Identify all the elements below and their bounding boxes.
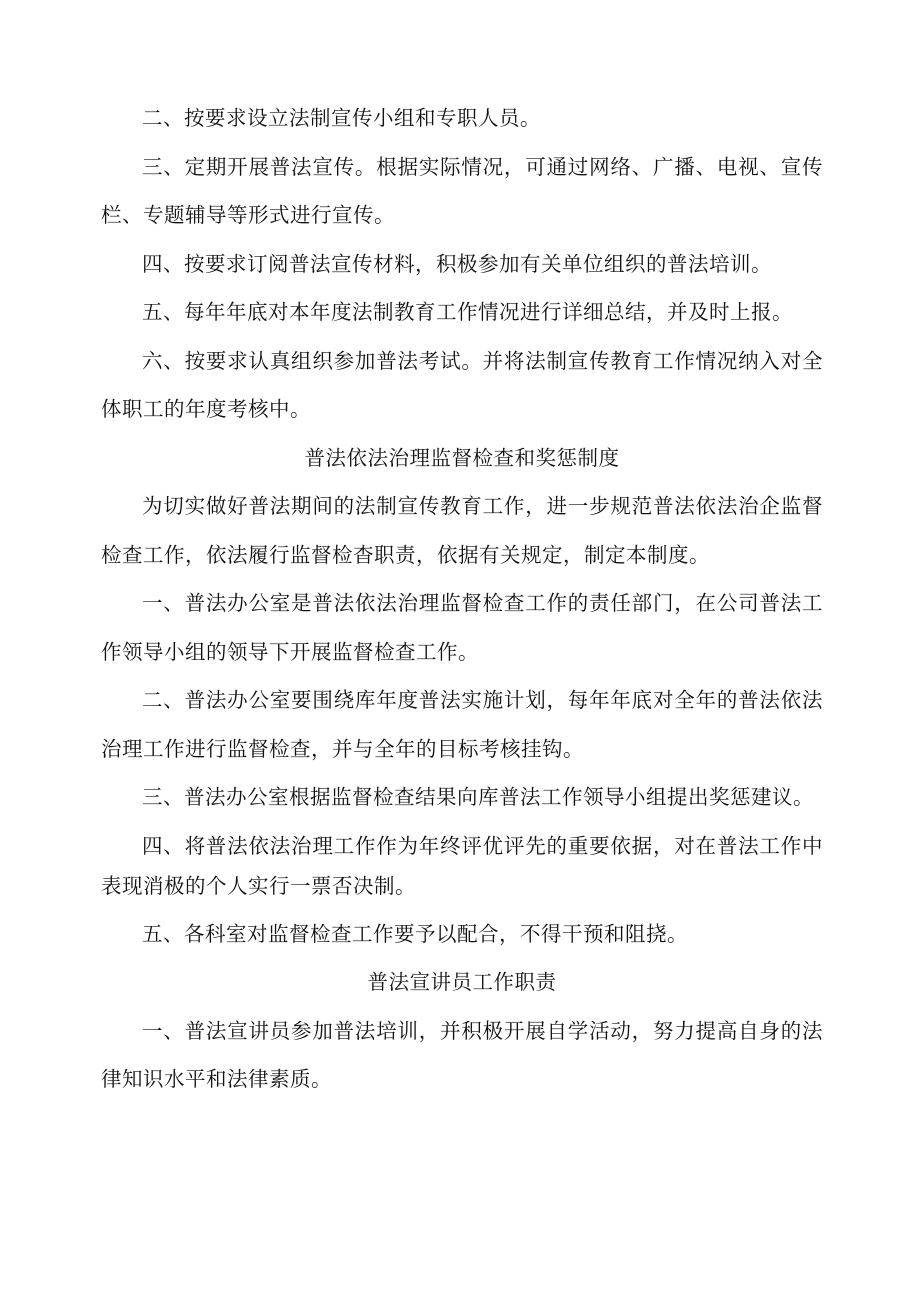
supervision-item-3: 三、普法办公室根据监督检查结果向库普法工作领导小组提出奖惩建议。	[142, 785, 814, 809]
lecturer-item-1: 一、普法宣讲员参加普法培训，并积极开展自学活动，努力提高自身的法律知识水平和法律素质。	[101, 1018, 823, 1091]
paragraph-item-2: 二、按要求设立法制宣传小组和专职人员。	[142, 106, 541, 130]
paragraph-item-4: 四、按要求订阅普法宣传材料，积极参加有关单位组织的普法培训。	[142, 251, 772, 276]
section-title-supervision: 普法依法治理监督检查和奖惩制度	[304, 445, 620, 470]
paragraph-item-5: 五、每年年底对本年度法制教育工作情况进行详细总结，并及时上报。	[142, 300, 793, 324]
section-intro-supervision: 为切实做好普法期间的法制宣传教育工作，进一步规范普法依法治企监督检查工作，依法履行监督检杳职责，依据有关规定，制定本制度。	[101, 494, 823, 567]
section-title-lecturer: 普法宣讲员工作职责	[367, 970, 557, 994]
paragraph-item-3: 三、定期开展普法宣传。根据实际情况，可通过网络、广播、电视、宣传栏、专题辅导等形式进行宣传。	[101, 154, 823, 227]
supervision-item-1: 一、普法办公室是普法依法治理监督检查工作的责任部门，在公司普法工作领导小组的领导下开展监督检查工作。	[101, 591, 823, 664]
supervision-item-4: 四、将普法依法治理工作作为年终评优评先的重要依据，对在普法工作中表现消极的个人实行一票否决制。	[101, 833, 823, 898]
paragraph-item-6: 六、按要求认真组织参加普法考试。并将法制宣传教育工作情况纳入对全体职工的年度考核中。	[101, 348, 823, 421]
supervision-item-2: 二、普法办公室要围绕库年度普法实施计划，每年年底对全年的普法依法治理工作进行监督检查，并与全年的目标考核挂钩。	[101, 688, 823, 761]
document-body	[101, 94, 823, 1104]
supervision-item-5: 五、各科室对监督检查工作要予以配合，不得干预和阻挠。	[142, 921, 688, 946]
